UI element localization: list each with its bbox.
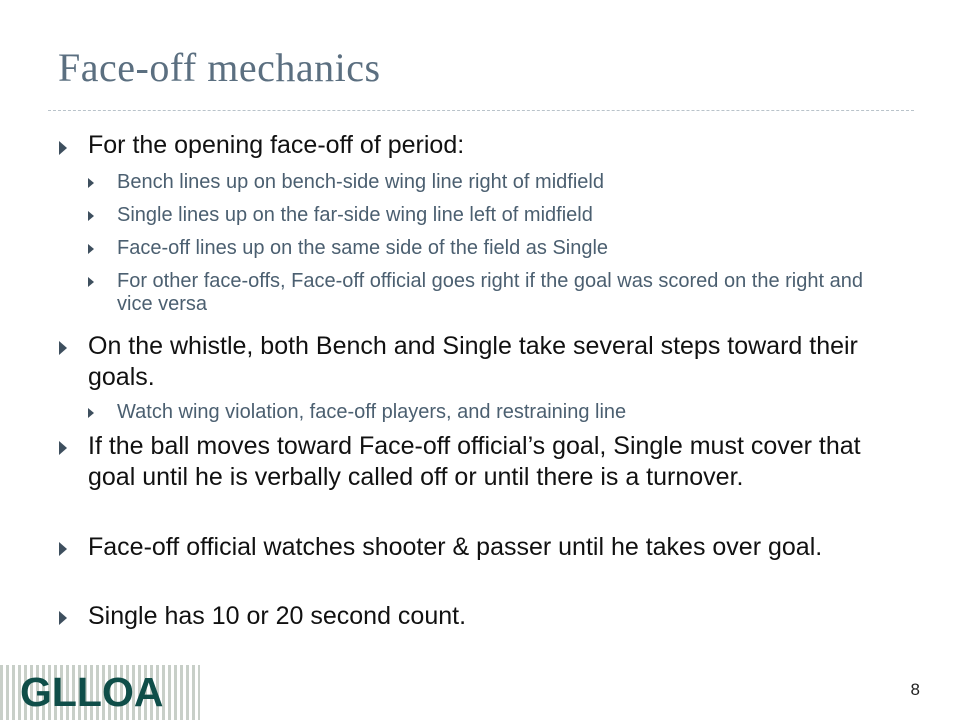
bullet-item: If the ball moves toward Face-off official’s goal, Single must cover that goal until he is verbally called off or until there is a turnover.: [88, 432, 861, 491]
logo-text: GLLOA: [20, 669, 164, 715]
bullet-item: For the opening face-off of period:: [88, 131, 465, 159]
sub-bullet-item: Face-off lines up on the same side of the field as Single: [117, 237, 609, 259]
sub-bullet-item: Bench lines up on bench-side wing line right of midfield: [117, 171, 604, 193]
title-divider: [48, 110, 914, 111]
page-number: 8: [910, 680, 920, 699]
bullet-arrow-icon: [59, 611, 67, 625]
bullet-arrow-icon: [59, 542, 67, 556]
bullet-item: Face-off official watches shooter & passer until he takes over goal.: [88, 533, 823, 561]
sub-bullet-item: For other face-offs, Face-off official goes right if the goal was scored on the right and vice versa: [117, 270, 863, 315]
sub-bullet-arrow-icon: [88, 211, 94, 221]
bullet-arrow-icon: [59, 341, 67, 355]
glloa-logo: [0, 665, 200, 720]
sub-bullet-arrow-icon: [88, 178, 94, 188]
bullet-item: On the whistle, both Bench and Single take several steps toward their goals.: [88, 332, 858, 391]
sub-bullet-item: Single lines up on the far-side wing line left of midfield: [117, 204, 593, 226]
sub-bullet-arrow-icon: [88, 277, 94, 287]
sub-bullet-arrow-icon: [88, 244, 94, 254]
bullet-arrow-icon: [59, 441, 67, 455]
slide-title: Face-off mechanics: [58, 45, 381, 90]
bullet-arrow-icon: [59, 141, 67, 155]
sub-bullet-item: Watch wing violation, face-off players, and restraining line: [117, 401, 627, 423]
bullet-item: Single has 10 or 20 second count.: [88, 602, 467, 630]
sub-bullet-arrow-icon: [88, 408, 94, 418]
